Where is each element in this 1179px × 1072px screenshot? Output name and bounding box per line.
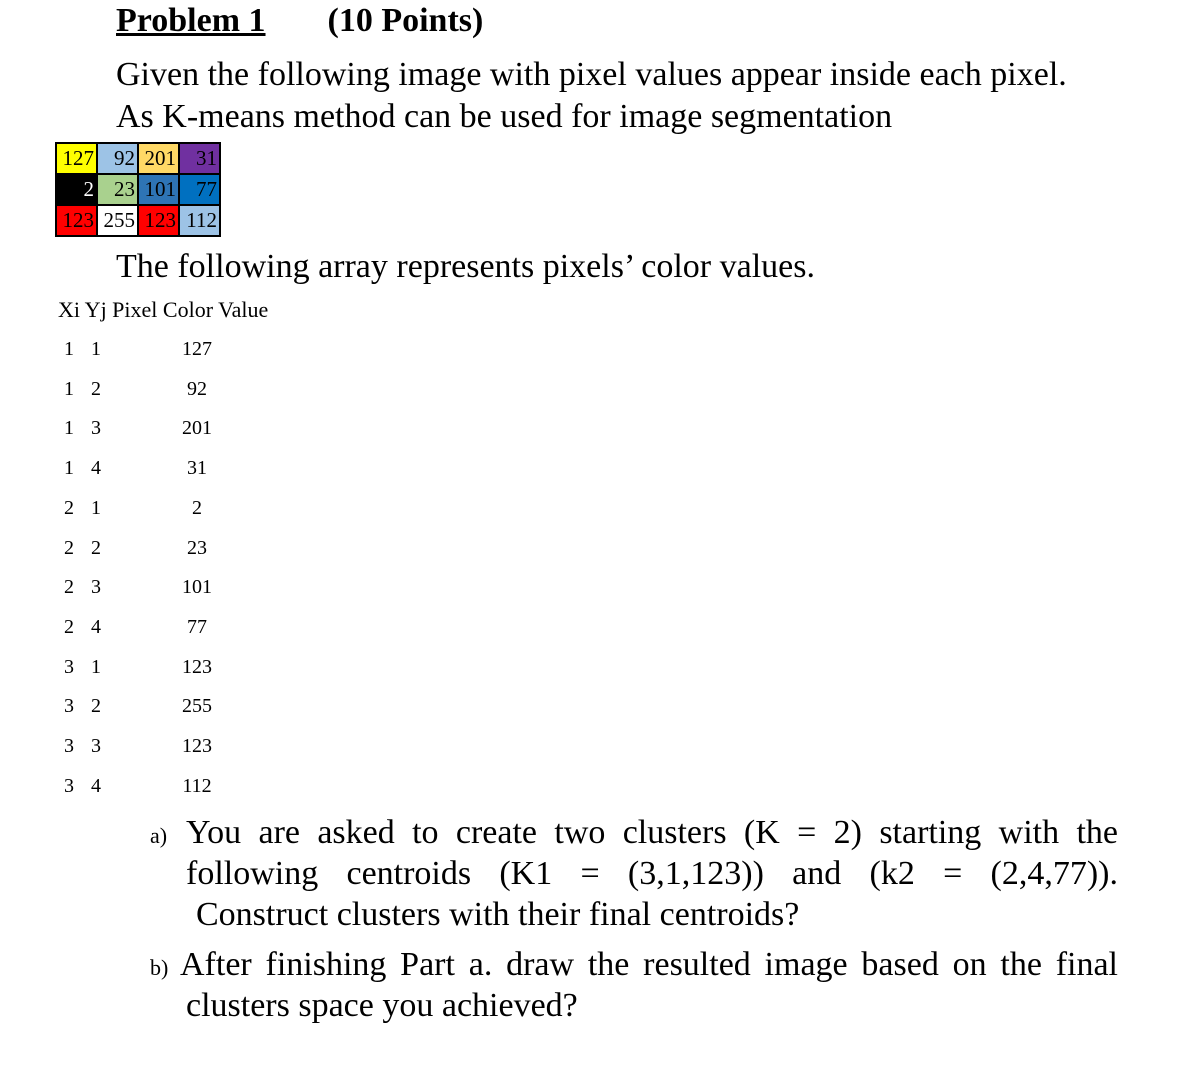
pixel-color-value: 31 [187, 457, 207, 480]
array-column-headers: Xi Yj Pixel Color Value [58, 297, 269, 322]
pixel-cell: 255 [97, 205, 138, 236]
pixel-color-value: 127 [182, 338, 212, 360]
pixel-yj: 1 [91, 655, 101, 678]
pixel-xi: 2 [64, 536, 74, 559]
pixel-color-value: 123 [182, 655, 212, 678]
pixel-xi: 1 [64, 338, 74, 360]
pixel-yj: 1 [91, 496, 101, 519]
pixel-yj: 2 [91, 695, 101, 718]
pixel-xi: 1 [64, 377, 74, 400]
pixel-xi: 1 [64, 417, 74, 440]
intro-line-1: Given the following image with pixel values appear inside each pixel. [116, 56, 1067, 93]
problem-title [116, 2, 483, 40]
pixel-xi: 2 [64, 576, 74, 599]
pixel-color-value: 201 [182, 417, 212, 440]
pixel-yj: 4 [91, 615, 101, 638]
pixel-xi: 3 [64, 655, 74, 678]
problem-points: (10 Points) [327, 2, 484, 39]
pixel-color-value: 92 [187, 377, 207, 400]
pixel-yj: 2 [91, 536, 101, 559]
pixel-cell: 112 [179, 205, 220, 236]
pixel-image-grid [55, 142, 221, 237]
pixel-row [56, 205, 220, 236]
pixel-cell: 123 [56, 205, 97, 236]
question-b-line-2: clusters space you achieved? [186, 987, 578, 1024]
pixel-xi: 3 [64, 735, 74, 757]
pixel-cell: 127 [56, 143, 97, 174]
intro-line-2: As K-means method can be used for image segmentation [116, 98, 893, 135]
pixel-color-value: 2 [192, 496, 202, 519]
pixel-row [56, 143, 220, 174]
pixel-cell: 92 [97, 143, 138, 174]
pixel-cell: 77 [179, 174, 220, 205]
question-b-label: b) [150, 955, 169, 980]
pixel-cell: 31 [179, 143, 220, 174]
pixel-color-value: 112 [182, 774, 212, 797]
question-a-line-2: following centroids (K1 = (3,1,123)) and (k2 = (2,4,77)). [186, 855, 1118, 892]
pixel-color-value: 255 [182, 695, 212, 718]
pixel-row [56, 174, 220, 205]
pixel-color-value: 101 [182, 576, 212, 599]
pixel-yj: 3 [91, 735, 101, 757]
pixel-yj: 1 [91, 338, 101, 360]
pixel-xi: 3 [64, 774, 74, 797]
question-a-line-3: Construct clusters with their final centroids? [196, 896, 800, 933]
array-caption: The following array represents pixels’ color values. [116, 248, 815, 285]
pixel-color-value: 123 [182, 735, 212, 757]
pixel-yj: 4 [91, 774, 101, 797]
pixel-xi: 2 [64, 496, 74, 519]
question-b-line-1: After finishing Part a. draw the resulted image based on the final [180, 946, 1118, 983]
pixel-cell: 23 [97, 174, 138, 205]
pixel-color-value: 23 [187, 536, 207, 559]
problem-number: Problem 1 [116, 2, 266, 39]
pixel-yj: 4 [91, 457, 101, 480]
pixel-xi: 2 [64, 615, 74, 638]
pixel-yj: 2 [91, 377, 101, 400]
pixel-cell: 2 [56, 174, 97, 205]
question-a-line-1: You are asked to create two clusters (K = 2) starting with the [186, 814, 1118, 851]
question-a-label: a) [150, 823, 168, 848]
pixel-color-value: 77 [187, 615, 207, 638]
pixel-yj: 3 [91, 417, 101, 440]
pixel-xi: 1 [64, 457, 74, 480]
pixel-cell: 101 [138, 174, 179, 205]
pixel-cell: 201 [138, 143, 179, 174]
pixel-xi: 3 [64, 695, 74, 718]
pixel-yj: 3 [91, 576, 101, 599]
pixel-cell: 123 [138, 205, 179, 236]
